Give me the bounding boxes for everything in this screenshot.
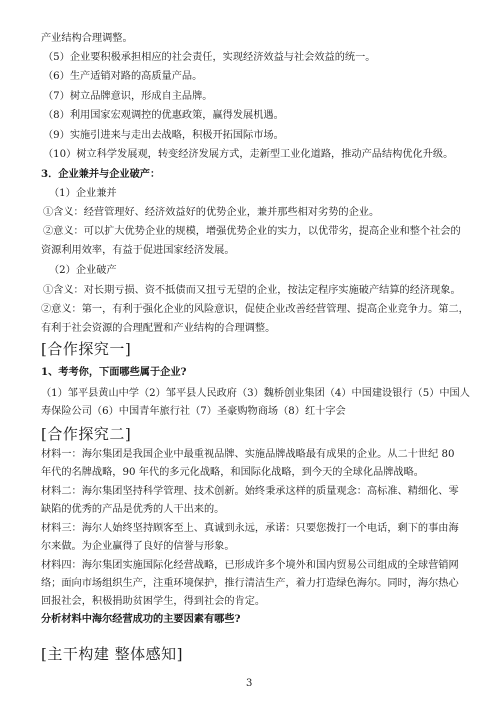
text-line: （10）树立科学发展观，转变经济发展方式，走新型工业化道路，推动产品结构优化升级。	[43, 149, 454, 160]
text-line: 材料一：海尔集团是我国企业中最重视品牌、实施品牌战略最有成果的企业。从二十世纪 80	[41, 449, 455, 460]
text-line: 有利于社会资源的合理配置和产业结构的合理调整。	[41, 323, 276, 334]
text-line: 产业结构合理调整。	[41, 33, 133, 44]
question-text: 分析材料中海尔经营成功的主要因素有哪些?	[41, 613, 241, 625]
text-line: 资源利用效率，有益于促进国家经济发展。	[41, 245, 235, 256]
question-text: 1、考考你，下面哪些属于企业?	[41, 366, 187, 378]
section-heading: [合作探究一]	[41, 340, 132, 358]
text-line: （1）企业兼并	[49, 188, 117, 199]
text-line: 回报社会，积极捐助贫困学生，得到社会的肯定。	[41, 596, 266, 607]
section-heading: 3．企业兼并与企业破产：	[41, 168, 161, 180]
text-line: 材料三：海尔人始终坚持顾客至上、真诚到永远，承诺：只要您拨打一个电话，剩下的事由海	[41, 523, 459, 534]
text-line: （7）树立品牌意识，形成自主品牌。	[43, 91, 213, 102]
text-line: ②意义：可以扩大优势企业的规模，增强优势企业的实力，以优带劣，提高企业和整个社会的	[43, 226, 461, 237]
text-line: （2）企业破产	[49, 265, 117, 276]
text-line: ①含义：对长期亏损、资不抵债而又扭亏无望的企业，按法定程序实施破产结算的经济现象。	[43, 285, 461, 296]
text-line: ①含义：经营管理好、经济效益好的优势企业，兼并那些相对劣势的企业。	[43, 207, 380, 218]
text-line: 缺陷的优秀的产品是优秀的人干出来的。	[41, 504, 225, 515]
text-line: 材料二：海尔集团坚持科学管理、技术创新。始终秉承这样的质量观念：高标准、精细化、零	[41, 486, 459, 497]
text-line: 尔来做。为企业赢得了良好的信誉与形象。	[41, 541, 235, 552]
text-line: 年代的名牌战略，90 年代的多元化战略，和国际化战略，到今天的全球化品牌战略。	[41, 467, 424, 478]
text-line: 络；面向市场组织生产，注重环境保护，推行清洁生产，着力打造绿色海尔。同时，海尔热心	[41, 578, 459, 589]
text-line: ②意义：第一，有利于强化企业的风险意识，促使企业改善经营管理、提高企业竞争力。第二，	[41, 304, 469, 315]
text-line: （1）邹平县黄山中学（2）邹平县人民政府（3）魏桥创业集团（4）中国建设银行（5）中国人	[41, 388, 470, 399]
text-line: 寿保险公司（6）中国青年旅行社（7）圣豪购物商场（8）红十字会	[41, 406, 346, 417]
text-line: （6）生产适销对路的高质量产品。	[43, 71, 203, 82]
page-number: 3	[246, 678, 253, 689]
text-line: （9）实施引进来与走出去战略，积极开拓国际市场。	[43, 130, 284, 141]
text-line: 材料四：海尔集团实施国际化经营战略，已形成许多个境外和国内贸易公司组成的全球营销网	[41, 560, 459, 571]
text-line: （8）利用国家宏观调控的优惠政策，赢得发展机遇。	[43, 110, 284, 121]
section-heading: [主干构建 整体感知]	[41, 645, 183, 663]
section-heading: [合作探究二]	[41, 425, 132, 443]
text-line: （5）企业要积极承担相应的社会责任，实现经济效益与社会效益的统一。	[43, 52, 376, 63]
